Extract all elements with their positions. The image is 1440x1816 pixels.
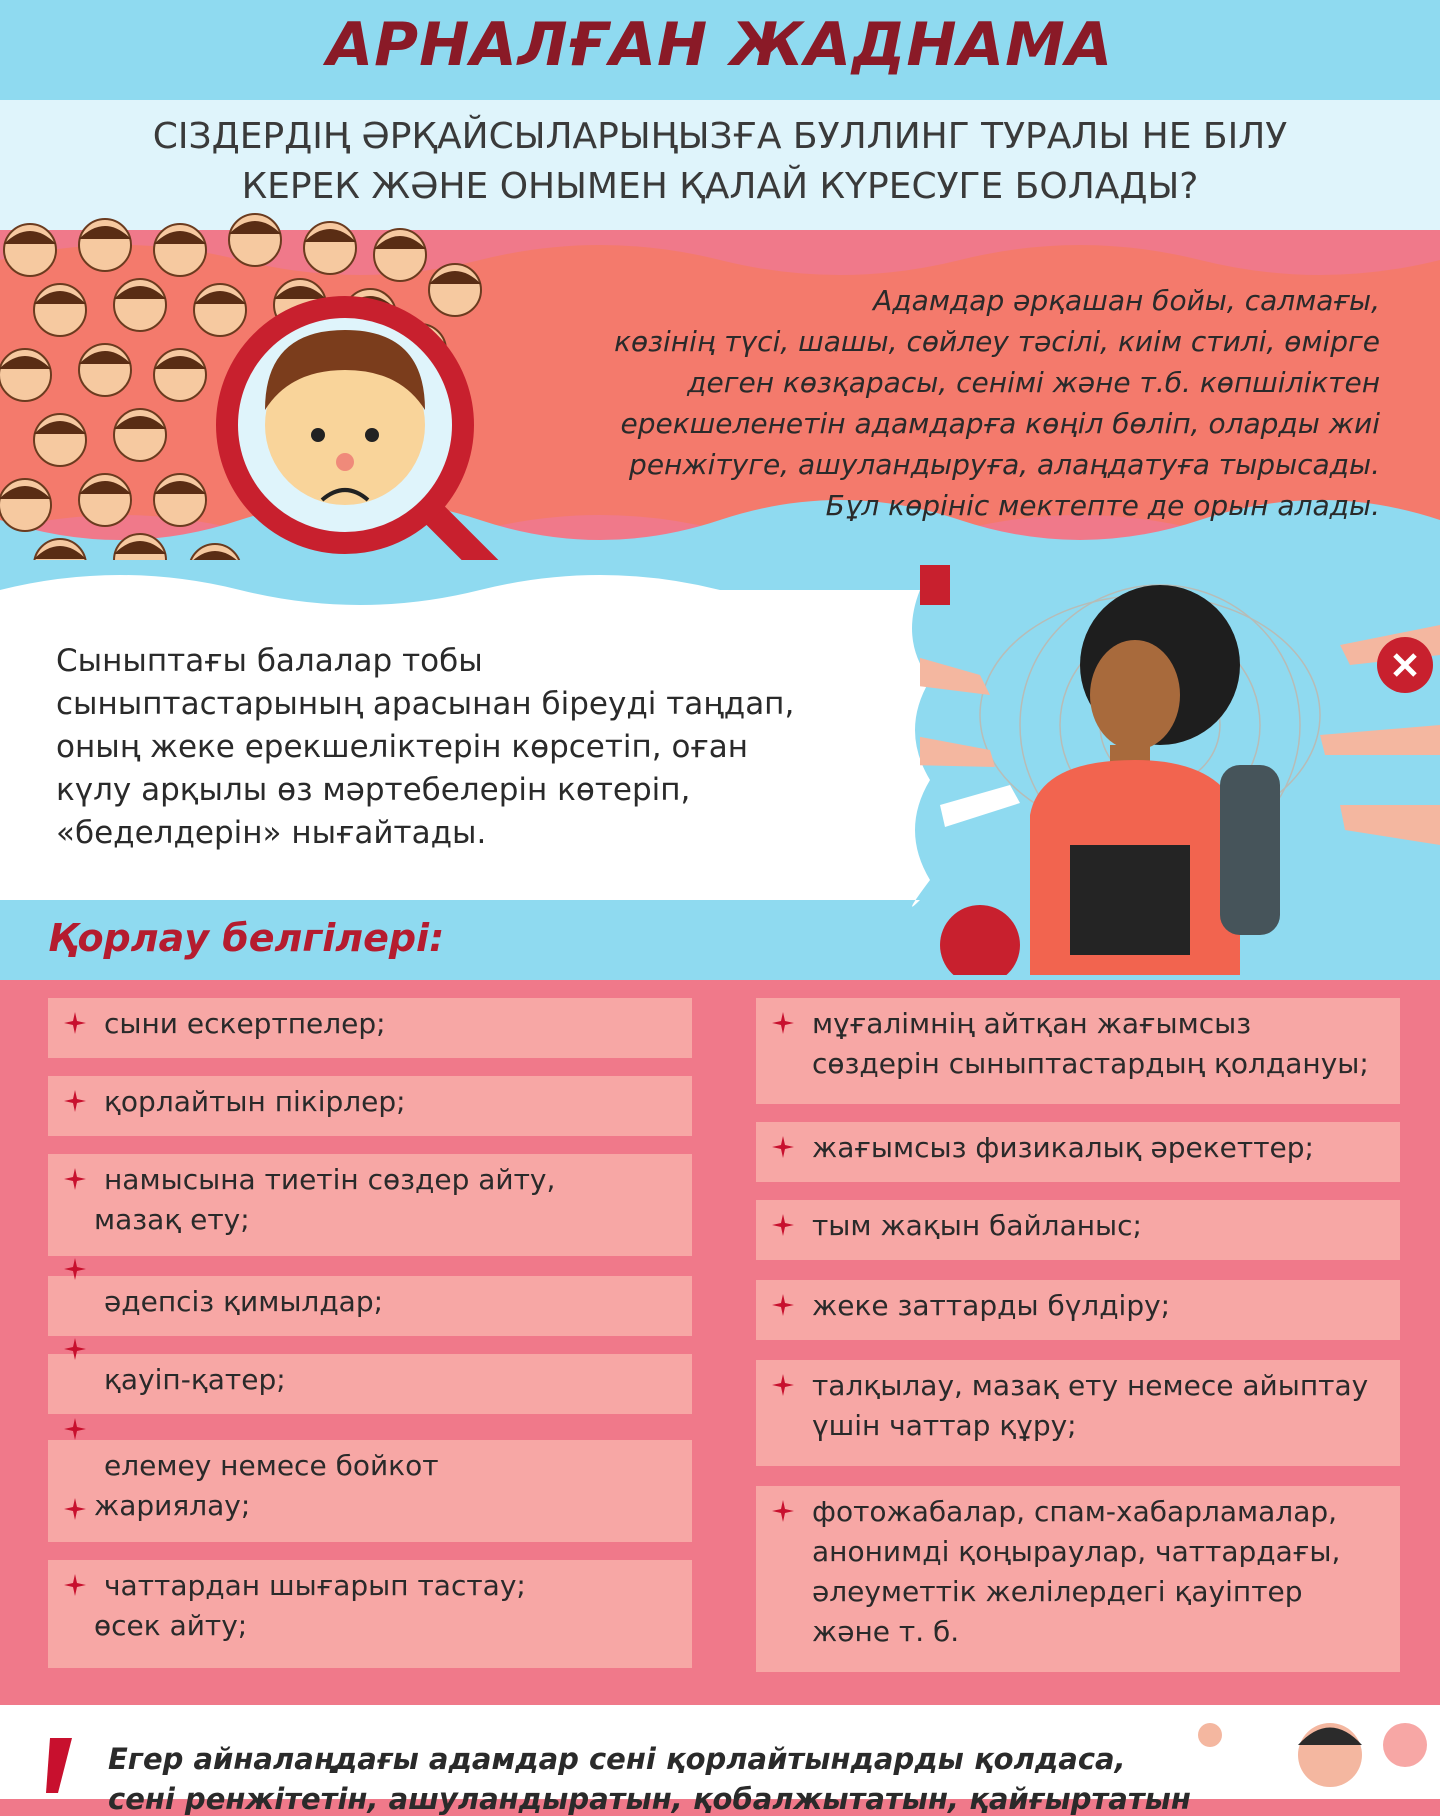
sign-card [756, 1486, 1400, 1672]
crowd-illustration [0, 210, 520, 610]
diamond-bullet-icon [64, 1574, 86, 1596]
diamond-bullet-icon [64, 1090, 86, 1112]
sign-card [48, 1076, 692, 1136]
diamond-bullet-icon [772, 1374, 794, 1396]
thumb-down-icon [920, 565, 950, 605]
diamond-bullet-icon [64, 1168, 86, 1190]
intro-line: көзінің түсі, шашы, сөйлеу тәсілі, киім стилі, өмірге [614, 325, 1380, 358]
diamond-bullet-icon [772, 1214, 794, 1236]
intro-line: Адамдар әрқашан бойы, салмағы, [873, 284, 1380, 317]
intro-line: ерекшеленетін адамдарға көңіл бөліп, оларды жиі [620, 407, 1380, 440]
sign-card [756, 1200, 1400, 1260]
diamond-bullet-icon [772, 1500, 794, 1522]
sign-text: сыни ескертпелер; [104, 1007, 386, 1040]
sign-text: елемеу немесе бойкот [104, 1449, 439, 1482]
sign-text: мазақ ету; [94, 1203, 250, 1236]
diamond-bullet-icon [64, 1258, 86, 1280]
middle-paragraph [56, 640, 916, 855]
sign-text: қауіп-қатер; [104, 1363, 286, 1396]
middle-line: күлу арқылы өз мәртебелерін көтеріп, [56, 772, 691, 808]
bottom-line-1: Егер айналаңдағы адамдар сені қорлайтындарды қолдаса, [108, 1742, 1126, 1776]
bottom-line-2: сені ренжітетін, ашуландыратын, қобалжытатын, қайғыртатын [108, 1782, 1191, 1816]
page-title: АРНАЛҒАН ЖАДНАМА [326, 10, 1114, 80]
hand-white [940, 785, 1020, 827]
diamond-bullet-icon [772, 1012, 794, 1034]
sign-card [48, 1440, 692, 1542]
sign-text: фотожабалар, спам-хабарламалар, [812, 1495, 1338, 1528]
diamond-bullet-icon [772, 1294, 794, 1316]
sign-card [48, 1354, 692, 1414]
sign-text: үшін чаттар құру; [812, 1409, 1077, 1442]
diamond-bullet-icon [64, 1012, 86, 1034]
girl-figure [1030, 585, 1280, 975]
sign-text: жеке заттарды бүлдіру; [812, 1289, 1171, 1322]
intro-line: Бұл көрініс мектепте де орын алады. [825, 489, 1380, 522]
sign-text: тым жақын байланыс; [812, 1209, 1142, 1242]
sign-text: әдепсіз қимылдар; [104, 1285, 384, 1318]
sign-card [756, 1280, 1400, 1340]
intro-paragraph [520, 280, 1380, 526]
sign-text: чаттардан шығарып тастау; [104, 1569, 526, 1602]
middle-line: сыныптастарының арасынан біреуді таңдап, [56, 686, 795, 722]
sign-text: жариялау; [94, 1489, 251, 1522]
intro-line: деген көзқарасы, сенімі және т.б. көпшіліктен [687, 366, 1380, 399]
exclamation-icon [42, 1738, 72, 1808]
subtitle-line-1: СІЗДЕРДІҢ ӘРҚАЙСЫЛАРЫҢЫЗҒА БУЛЛИНГ ТУРАЛЫ НЕ БІЛУ [152, 116, 1288, 157]
sign-card [48, 1560, 692, 1668]
middle-line: Сыныптағы балалар тобы [56, 643, 483, 679]
middle-line: оның жеке ерекшеліктерін көрсетіп, оған [56, 729, 749, 765]
sign-card [48, 1154, 692, 1256]
middle-line: «беделдерін» нығайтады. [56, 815, 487, 851]
subtitle-line-2: КЕРЕК ЖӘНЕ ОНЫМЕН ҚАЛАЙ КҮРЕСУГЕ БОЛАДЫ? [241, 166, 1199, 207]
diamond-bullet-icon [64, 1418, 86, 1440]
diamond-bullet-icon [772, 1136, 794, 1158]
sign-card [756, 998, 1400, 1104]
subtitle-question [60, 112, 1380, 212]
girl-illustration [920, 545, 1440, 975]
sign-text: және т. б. [812, 1615, 960, 1648]
sign-text: өсек айту; [94, 1609, 248, 1642]
sign-text: талқылау, мазақ ету немесе айыптау [812, 1369, 1369, 1402]
sign-text: мұғалімнің айтқан жағымсыз [812, 1007, 1252, 1040]
sign-text: жағымсыз физикалық әрекеттер; [812, 1131, 1314, 1164]
sign-text: қорлайтын пікірлер; [104, 1085, 406, 1118]
diamond-bullet-icon [64, 1498, 86, 1520]
sign-card [756, 1122, 1400, 1182]
angry-face-icon [940, 905, 1020, 975]
sign-card [48, 1276, 692, 1336]
sign-text: анонимді қоңыраулар, чаттардағы, [812, 1535, 1341, 1568]
sign-card [48, 998, 692, 1058]
intro-line: ренжітуге, ашуландыруға, алаңдатуға тырысады. [629, 448, 1380, 481]
sign-text: намысына тиетін сөздер айту, [104, 1163, 556, 1196]
sign-text: сөздерін сыныптастардың қолдануы; [812, 1047, 1369, 1080]
diamond-bullet-icon [64, 1338, 86, 1360]
signs-title: Қорлау белгілері: [48, 916, 445, 960]
sign-card [756, 1360, 1400, 1466]
sign-text: әлеуметтік желілердегі қауіптер [812, 1575, 1303, 1608]
